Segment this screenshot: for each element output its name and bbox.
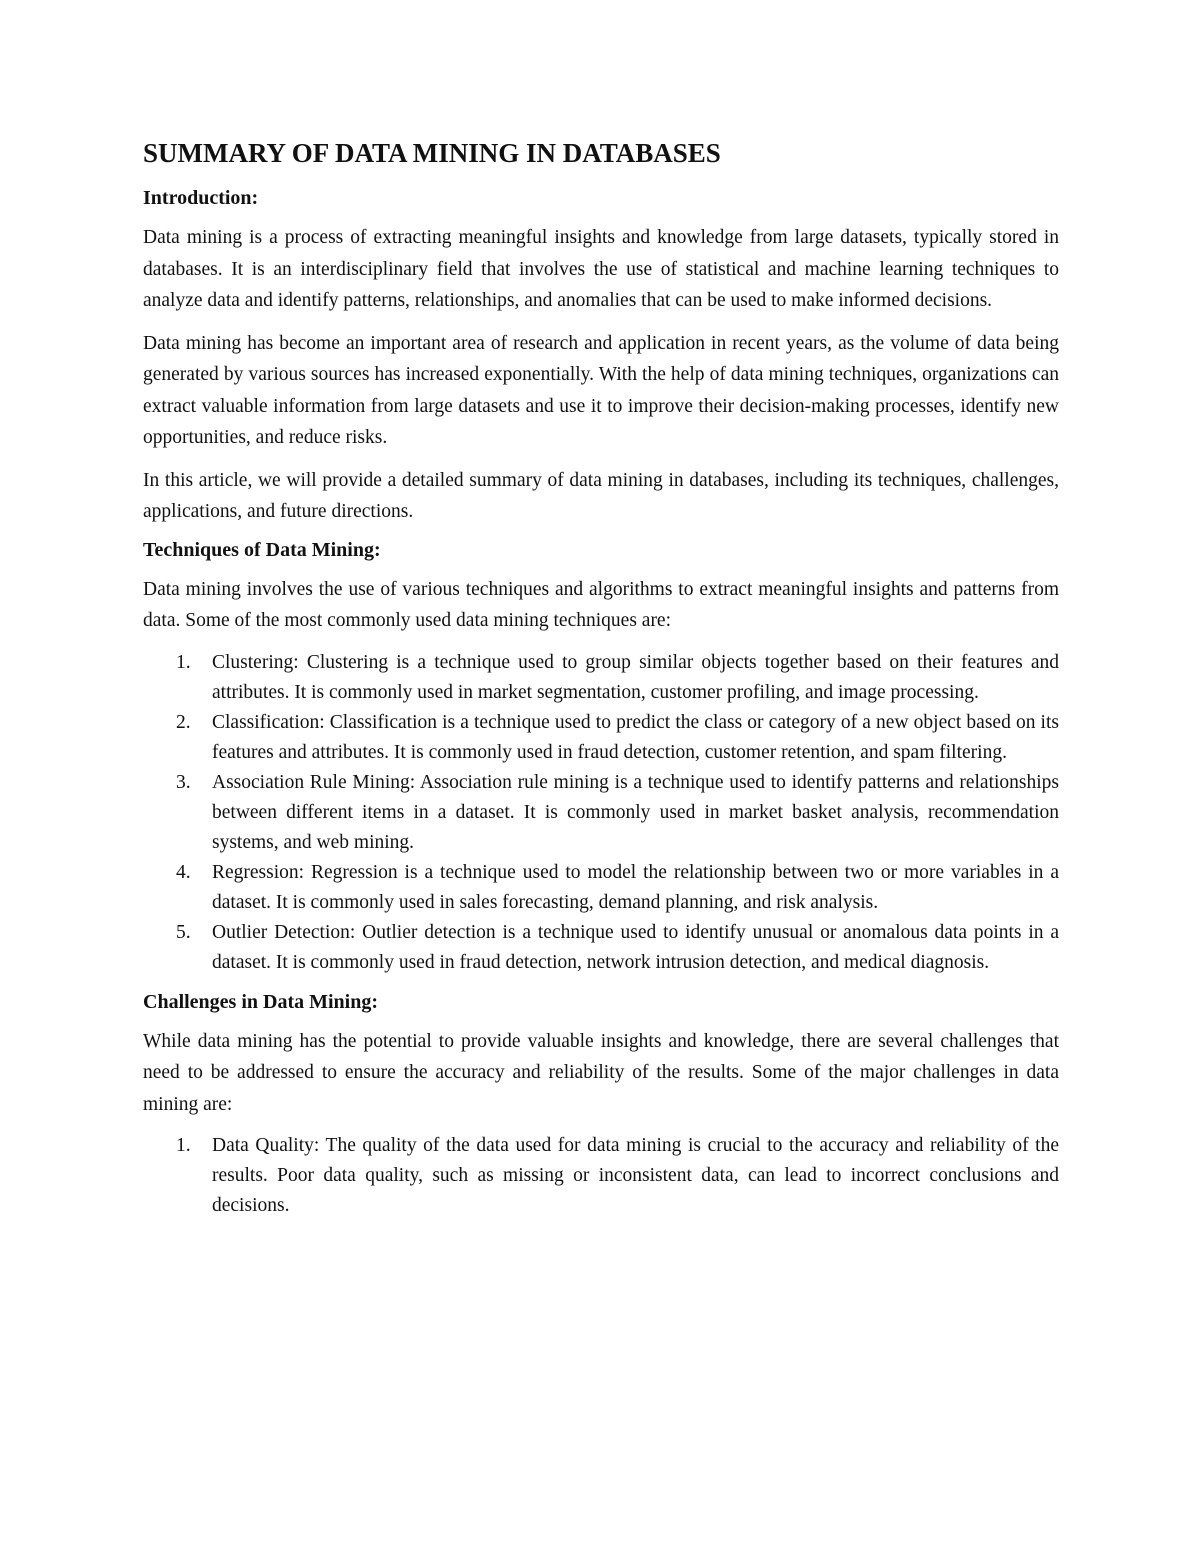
list-item-text: Classification: Classification is a technique used to predict the class or category of a new object based on its features and attributes. It is commonly used in fraud detection, customer retention, and spam filtering. [212,711,1059,763]
list-item-text: Clustering: Clustering is a technique used to group similar objects together based on their features and attributes. It is commonly used in market segmentation, customer profiling, and image processing. [212,651,1059,703]
list-item-number: 1. [176,1135,191,1156]
list-item-text: Regression: Regression is a technique used to model the relationship between two or more variables in a dataset. It is commonly used in sales forecasting, demand planning, and risk analysis. [212,861,1059,913]
techniques-list [143,648,1059,978]
challenges-list [143,1131,1059,1221]
section-heading-challenges: Challenges in Data Mining: [143,990,379,1013]
document-body [143,138,1059,1234]
page-title: SUMMARY OF DATA MINING IN DATABASES [143,138,721,168]
list-item [143,1131,1059,1221]
techniques-intro-paragraph: Data mining involves the use of various techniques and algorithms to extract meaningful insights and patterns from data. Some of the most commonly used data mining techniques are: [143,578,1059,631]
section-heading-introduction: Introduction: [143,187,259,209]
intro-paragraph-3: In this article, we will provide a detailed summary of data mining in databases, including its techniques, challenges, applications, and future directions. [143,469,1059,522]
list-item-number: 1. [176,651,191,673]
section-heading-techniques: Techniques of Data Mining: [143,538,381,561]
challenges-intro-paragraph: While data mining has the potential to provide valuable insights and knowledge, there are several challenges that need to be addressed to ensure the accuracy and reliability of the results. Some of the major challenges in data mining are: [143,1030,1059,1115]
list-item [143,708,1059,768]
list-item-number: 4. [176,861,191,883]
list-item-text: Association Rule Mining: Association rule mining is a technique used to identify patterns and relationships between different items in a dataset. It is commonly used in market basket analysis, recommendation systems, and web mining. [212,771,1059,853]
list-item-number: 3. [176,771,191,793]
list-item-number: 2. [176,711,191,733]
list-item [143,768,1059,858]
list-item [143,918,1059,978]
list-item-number: 5. [176,921,191,943]
list-item-text: Data Quality: The quality of the data used for data mining is crucial to the accuracy and reliability of the results. Poor data quality, such as missing or inconsistent data, can lead to incorrect conclusions and decisions. [212,1135,1059,1216]
intro-paragraph-2: Data mining has become an important area of research and application in recent years, as the volume of data being generated by various sources has increased exponentially. With the help of data mining techniques, organizations can extract valuable information from large datasets and use it to improve their decision-making processes, identify new opportunities, and reduce risks. [143,332,1059,448]
list-item [143,858,1059,918]
intro-paragraph-1: Data mining is a process of extracting meaningful insights and knowledge from large datasets, typically stored in databases. It is an interdisciplinary field that involves the use of statistical and machine learning techniques to analyze data and identify patterns, relationships, and anomalies that can be used to make informed decisions. [143,227,1059,311]
list-item-text: Outlier Detection: Outlier detection is a technique used to identify unusual or anomalous data points in a dataset. It is commonly used in fraud detection, network intrusion detection, and medical diagnosis. [212,921,1059,973]
list-item [143,648,1059,708]
